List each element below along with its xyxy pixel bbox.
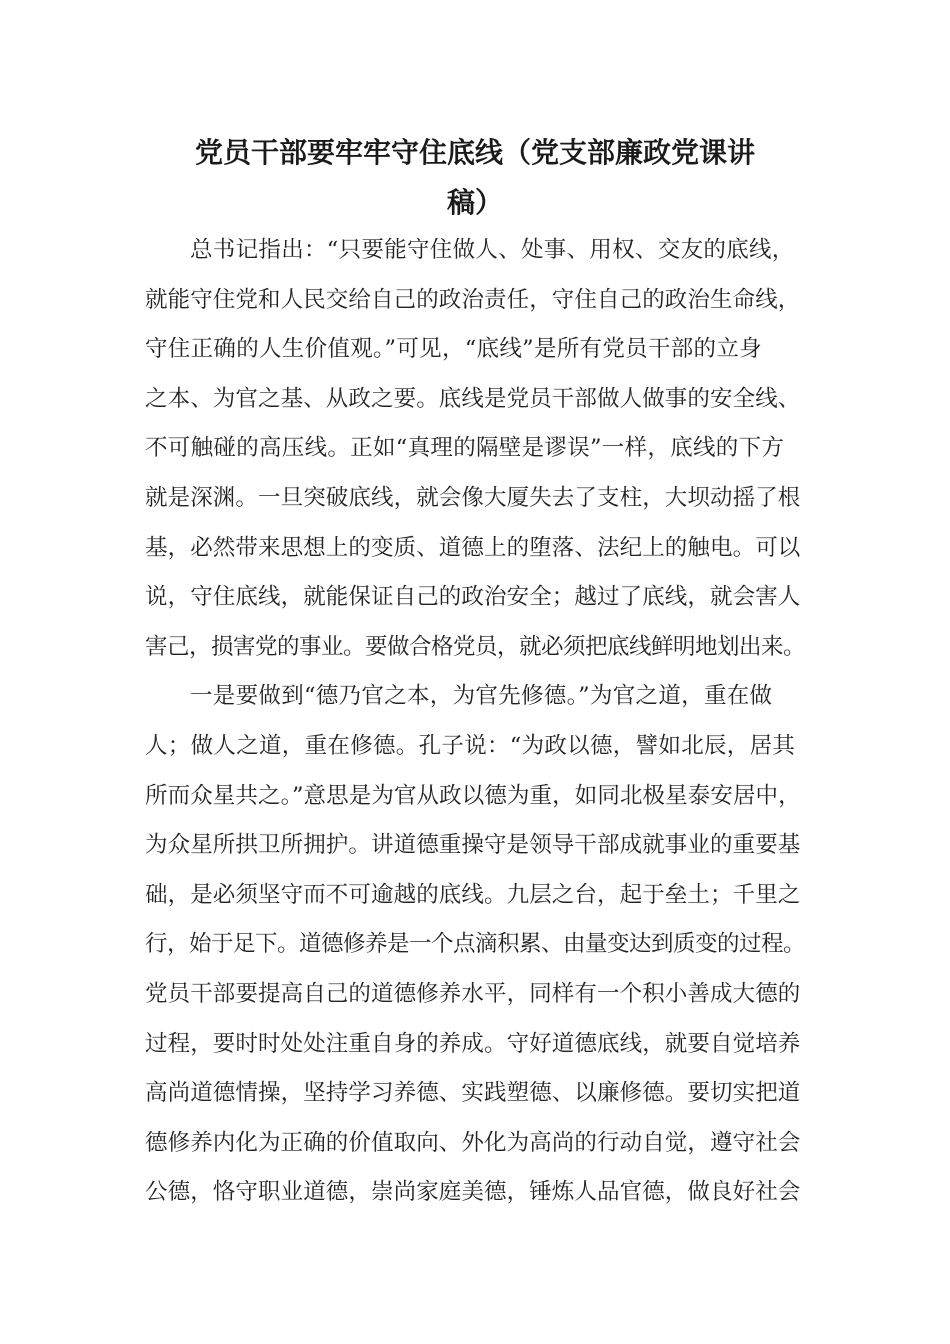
document-title: [145, 128, 805, 228]
text-line: 不可触碰的高压线。正如“真理的隔壁是谬误”一样，底线的下方: [145, 435, 785, 462]
text-line: 德修养内化为正确的价值取向、外化为高尚的行动自觉，遵守社会: [145, 1129, 801, 1156]
text-line: 为众星所拱卫所拥护。讲道德重操守是领导干部成就事业的重要基: [145, 832, 801, 859]
text-line: 害己，损害党的事业。要做合格党员，就必须把底线鲜明地划出来。: [145, 633, 806, 660]
text-line: 说，守住底线，就能保证自己的政治安全；越过了底线，就会害人: [145, 584, 801, 611]
text-line: 就能守住党和人民交给自己的政治责任，守住自己的政治生命线，: [145, 286, 801, 313]
text-line: 一是要做到“德乃官之本，为官先修德。”为官之道，重在做: [190, 683, 773, 710]
text-line: 之本、为官之基、从政之要。底线是党员干部做人做事的安全线、: [145, 385, 801, 412]
text-line: 守住正确的人生价值观。”可见，“底线”是所有党员干部的立身: [145, 336, 762, 363]
paragraph-2: [145, 672, 805, 1218]
text-line: 公德，恪守职业道德，崇尚家庭美德，锤炼人品官德，做良好社会: [145, 1179, 801, 1206]
text-line: 党员干部要提高自己的道德修养水平，同样有一个积小善成大德的: [145, 980, 801, 1007]
document-body: [145, 226, 805, 1218]
text-line: 基，必然带来思想上的变质、道德上的堕落、法纪上的触电。可以: [145, 534, 801, 561]
text-line: 所而众星共之。”意思是为官从政以德为重，如同北极星泰安居中，: [145, 782, 801, 809]
text-line: 就是深渊。一旦突破底线，就会像大厦失去了支柱，大坝动摇了根: [145, 484, 801, 511]
paragraph-1: [145, 226, 805, 672]
text-line: 高尚道德情操，坚持学习养德、实践塑德、以廉修德。要切实把道: [145, 1080, 801, 1107]
title-line-2: 稿）: [446, 186, 503, 219]
title-line-1: 党员干部要牢牢守住底线（党支部廉政党课讲: [194, 136, 755, 169]
text-line: 人；做人之道，重在修德。孔子说：“为政以德，譬如北辰，居其: [145, 732, 796, 759]
text-line: 总书记指出：“只要能守住做人、处事、用权、交友的底线，: [190, 237, 795, 263]
text-line: 行，始于足下。道德修养是一个点滴积累、由量变达到质变的过程。: [145, 931, 806, 958]
text-line: 础，是必须坚守而不可逾越的底线。九层之台，起于垒土；千里之: [145, 881, 801, 908]
text-line: 过程，要时时处处注重自身的养成。守好道德底线，就要自觉培养: [145, 1030, 801, 1057]
